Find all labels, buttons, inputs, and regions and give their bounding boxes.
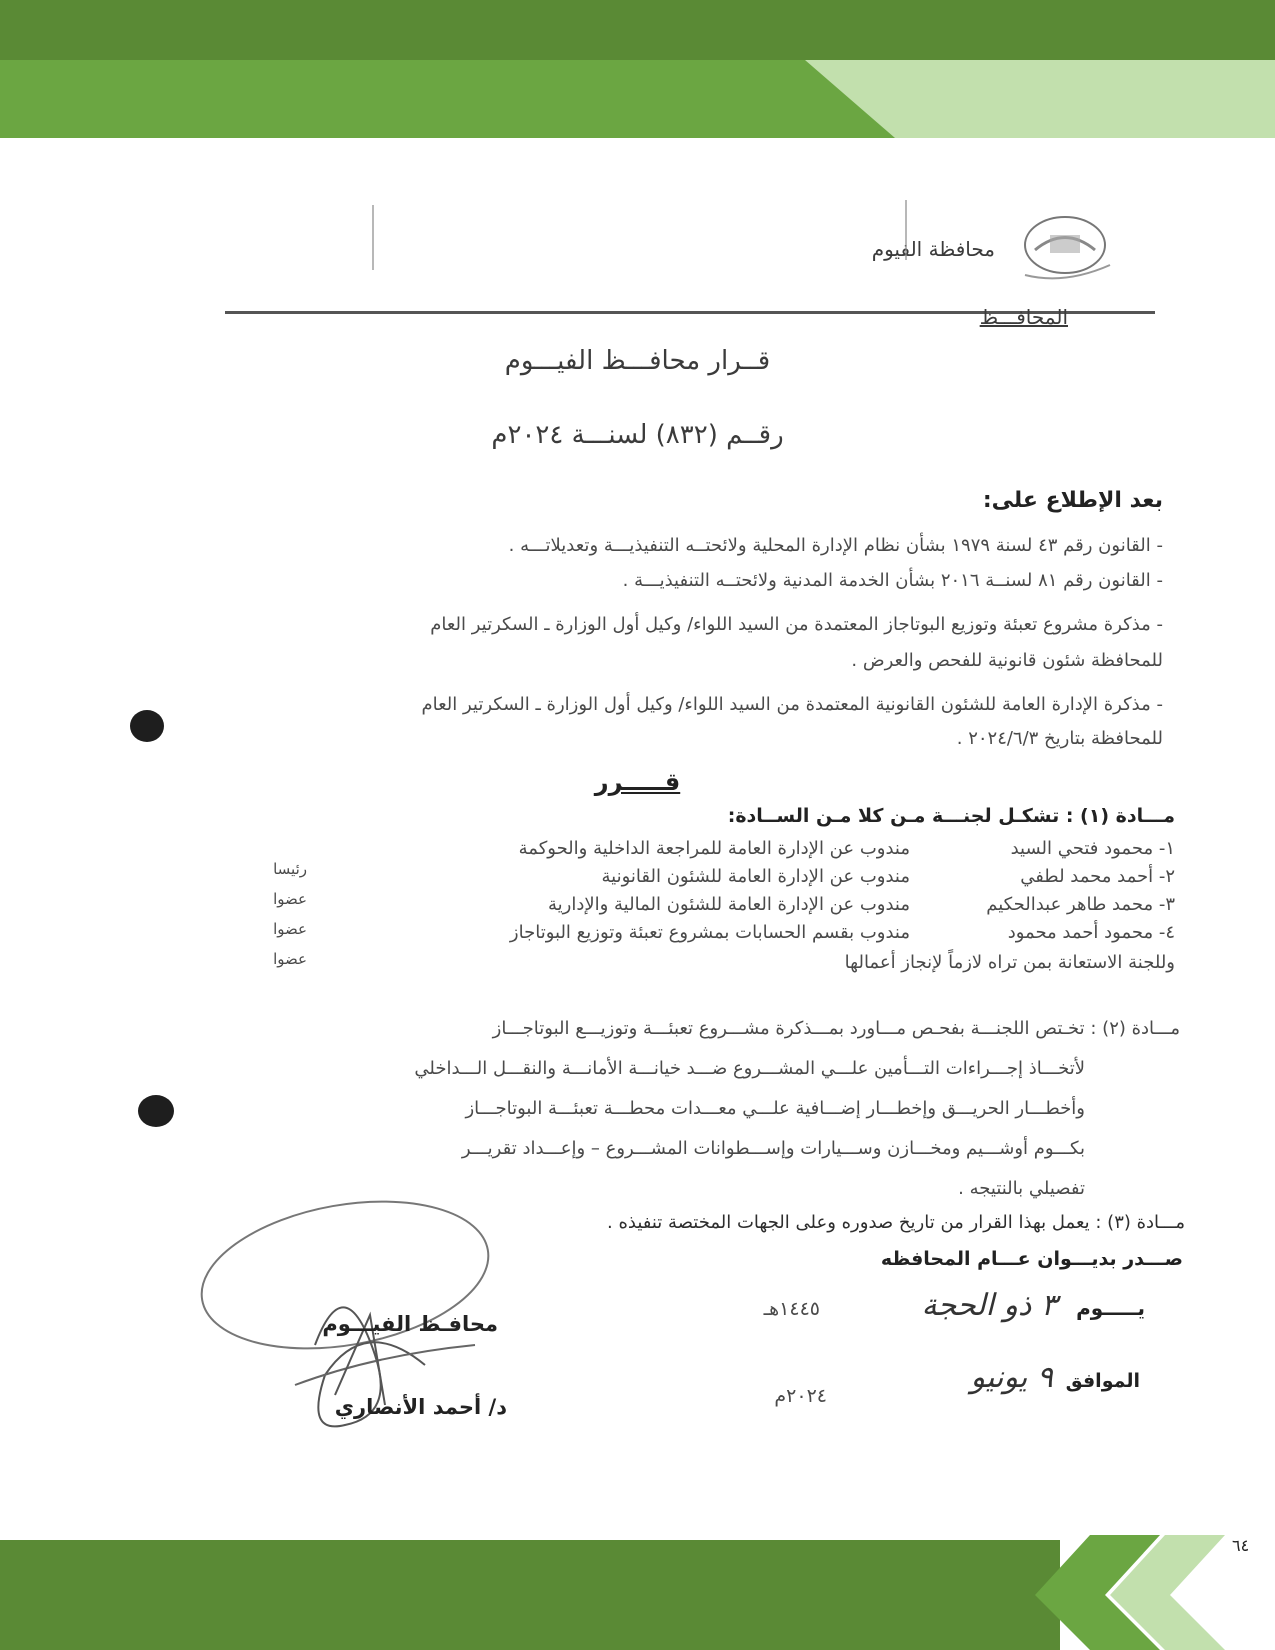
preamble-item: - القانون رقم ٤٣ لسنة ١٩٧٩ بشأن نظام الإدارة المحلية ولائحتــه التنفيذيـــة وتعديلاتـــه .	[508, 535, 1163, 556]
page-number: ٦٤	[1232, 1536, 1250, 1555]
greg-handwritten-date: ٩ يونيو	[970, 1360, 1053, 1395]
article1-heading: مـــادة (١) : تشكـل لجنـــة مـن كلا مـن الســادة:	[727, 805, 1175, 827]
office-title: المحافـــظ	[979, 305, 1068, 329]
article2-line: مـــادة (٢) : تخـتص اللجنـــة بفحـص مـــاورد بمـــذكرة مشـــروع تعبئـــة وتوزيـــع البوتاجـــاز	[492, 1018, 1180, 1039]
header-band-dark	[0, 0, 1275, 60]
member-name: ٤- محمود أحمد محمود	[1007, 922, 1175, 943]
header-band	[0, 0, 1275, 140]
member-position: عضوا	[273, 920, 307, 938]
member-role: مندوب عن الإدارة العامة للمراجعة الداخلية والحوكمة	[518, 838, 910, 859]
punch-hole	[130, 710, 164, 742]
decree-number: رقــم (٨٣٢) لسنـــة ٢٠٢٤م	[491, 420, 784, 450]
decided-heading: قـــــرر	[594, 768, 681, 796]
member-name: ٣- محمد طاهر عبدالحكيم	[986, 894, 1175, 915]
header-band-mid	[0, 60, 895, 138]
preamble-item: - مذكرة الإدارة العامة للشئون القانونية المعتمدة من السيد اللواء/ وكيل أول الوزارة ـ السكرتير العام	[421, 694, 1163, 715]
preamble-item: للمحافظة بتاريخ ٢٠٢٤/٦/٣ .	[956, 728, 1163, 749]
punch-hole	[138, 1095, 174, 1127]
article1-note: وللجنة الاستعانة بمن تراه لازماً لإنجاز أعمالها	[844, 952, 1175, 973]
stamp-mark	[372, 205, 392, 270]
article2-line: وأخطـــار الحريـــق وإخطـــار إضـــافية علـــي معـــدات محطـــة تعبئـــة البوتاجـــاز	[465, 1098, 1085, 1119]
member-position: عضوا	[273, 950, 307, 968]
member-role: مندوب عن الإدارة العامة للشئون المالية والإدارية	[547, 894, 910, 915]
article2-line: لأتخـــاذ إجـــراءات التـــأمين علـــي المشـــروع ضـــد خيانـــة الأمانـــة والنقـــل الـــداخلي	[414, 1058, 1085, 1079]
preamble-item: - مذكرة مشروع تعبئة وتوزيع البوتاجاز المعتمدة من السيد اللواء/ وكيل أول الوزارة ـ السكرتير العام	[430, 614, 1163, 635]
hijri-handwritten-date: ٣ ذو الحجة	[921, 1288, 1057, 1323]
preamble-item: للمحافظة شئون قانونية للفحص والعرض .	[851, 650, 1163, 671]
greg-day-label: الموافق	[1065, 1370, 1140, 1392]
greg-year: ٢٠٢٤م	[774, 1385, 827, 1407]
governorate-name: محافظة الفيوم	[871, 237, 995, 261]
article3: مـــادة (٣) : يعمل بهذا القرار من تاريخ صدوره وعلى الجهات المختصة تنفيذه .	[607, 1212, 1185, 1233]
decree-title: قــرار محافـــظ الفيـــوم	[504, 346, 771, 376]
preamble-heading: بعد الإطلاع على:	[982, 488, 1163, 513]
member-name: ٢- أحمد محمد لطفي	[1020, 866, 1175, 887]
stamp-mark	[905, 200, 925, 260]
signatory-title: محافـظ الفيـــوم	[322, 1312, 498, 1336]
preamble-item: - القانون رقم ٨١ لسنــة ٢٠١٦ بشأن الخدمة المدنية ولائحتــه التنفيذيـــة .	[622, 570, 1163, 591]
issued-line: صـــدر بديـــوان عـــام المحافظه	[880, 1248, 1183, 1270]
member-role: مندوب بقسم الحسابات بمشروع تعبئة وتوزيع البوتاجاز	[509, 922, 910, 943]
footer-band	[0, 1535, 1275, 1650]
member-position: رئيسا	[273, 860, 307, 878]
member-role: مندوب عن الإدارة العامة للشئون القانونية	[601, 866, 910, 887]
signatory-name: د/ أحمد الأنصاري	[334, 1395, 507, 1419]
article2-line: بكـــوم أوشـــيم ومخـــازن وســـيارات وإســـطوانات المشـــروع – وإعـــداد تقريـــر	[461, 1138, 1085, 1159]
article2-line: تفصيلي بالنتيجه .	[958, 1178, 1085, 1199]
hijri-day-label: يـــــوم	[1076, 1296, 1145, 1320]
member-name: ١- محمود فتحي السيد	[1010, 838, 1175, 859]
footer-band-main	[0, 1540, 1065, 1650]
governorate-seal	[1010, 205, 1120, 285]
member-position: عضوا	[273, 890, 307, 908]
hijri-year: ١٤٤٥هـ	[763, 1298, 820, 1320]
